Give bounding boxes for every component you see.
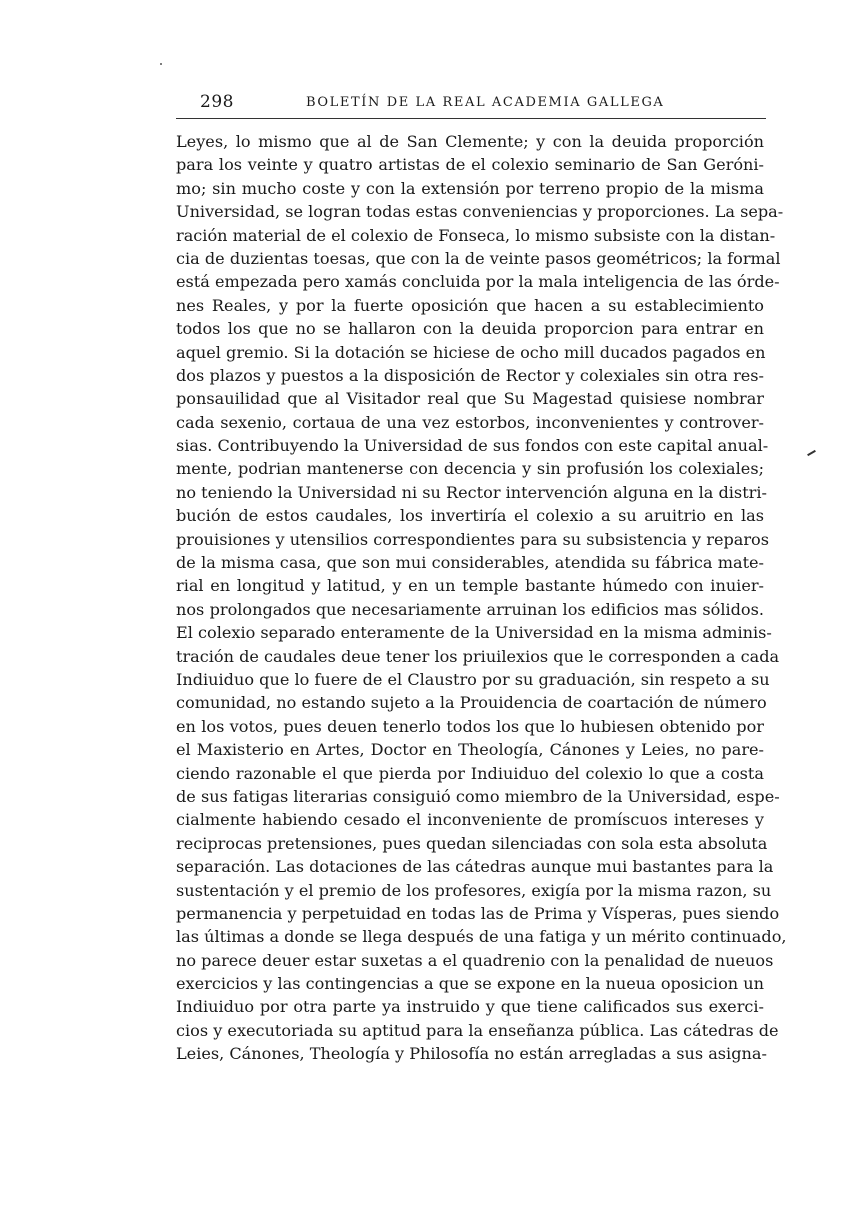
- text-line: sustentación y el premio de los profesores, exigía por la misma razon, su: [176, 880, 772, 900]
- text-line: nos prolongados que necesariamente arruinan los edificios mas sólidos.: [176, 599, 764, 619]
- text-line: permanencia y perpetuidad en todas las de Prima y Vísperas, pues siendo: [176, 903, 780, 923]
- text-line: mente, podrian mantenerse con decencia y sin profusión los colexiales;: [176, 459, 764, 479]
- text-line: mo; sin mucho coste y con la extensión por terreno propio de la misma: [176, 178, 764, 198]
- body-text: [176, 130, 787, 1066]
- text-line: Indiuiduo por otra parte ya instruido y que tiene calificados sus exerci-: [176, 997, 764, 1017]
- text-line: El colexio separado enteramente de la Universidad en la misma adminis-: [176, 623, 772, 643]
- text-line: no teniendo la Universidad ni su Rector intervención alguna en la distri-: [176, 482, 767, 502]
- text-line: tración de caudales deue tener los priuilexios que le corresponden a cada: [176, 646, 780, 666]
- text-line: de la misma casa, que son mui considerables, atendida su fábrica mate-: [176, 553, 764, 573]
- text-line: aquel gremio. Si la dotación se hiciese de ocho mill ducados pagados en: [176, 342, 766, 362]
- text-line: cios y executoriada su aptitud para la enseñanza pública. Las cátedras de: [176, 1020, 779, 1040]
- text-line: ración material de el colexio de Fonseca, lo mismo subsiste con la distan-: [176, 225, 776, 245]
- text-line: ciendo razonable el que pierda por Indiuiduo del colexio lo que a costa: [176, 763, 764, 783]
- text-line: bución de estos caudales, los invertiría el colexio a su aruitrio en las: [176, 506, 764, 526]
- text-line: exercicios y las contingencias a que se expone en la nueua oposicion un: [176, 974, 764, 994]
- text-line: en los votos, pues deuen tenerlo todos los que lo hubiesen obtenido por: [176, 716, 764, 736]
- text-line: el Maxisterio en Artes, Doctor en Theología, Cánones y Leies, no pare-: [176, 740, 764, 760]
- text-line: está empezada pero xamás concluida por la mala inteligencia de las órde-: [176, 272, 780, 292]
- margin-mark: [807, 450, 816, 456]
- text-line: Leyes, lo mismo que al de San Clemente; y con la deuida proporción: [176, 132, 764, 151]
- text-line: no parece deuer estar suxetas a el quadrenio con la penalidad de nueuos: [176, 950, 774, 970]
- text-line: comunidad, no estando sujeto a la Prouidencia de coartación de número: [176, 693, 767, 713]
- text-line: dos plazos y puestos a la disposición de Rector y colexiales sin otra res-: [176, 365, 764, 385]
- page-number: 298: [200, 92, 234, 112]
- text-line: prouisiones y utensilios correspondientes para su subsistencia y reparos: [176, 529, 770, 549]
- text-line: separación. Las dotaciones de las cátedras aunque mui bastantes para la: [176, 857, 774, 877]
- text-line: para los veinte y quatro artistas de el colexio seminario de San Geróni-: [176, 155, 764, 175]
- running-header: [176, 92, 766, 119]
- text-line: Indiuiduo que lo fuere de el Claustro por su graduación, sin respeto a su: [176, 669, 770, 689]
- text-line: cada sexenio, cortaua de una vez estorbos, inconvenientes y controver-: [176, 412, 764, 432]
- stray-dot: [160, 63, 162, 65]
- text-line: reciprocas pretensiones, pues quedan silenciadas con sola esta absoluta: [176, 833, 768, 853]
- text-line: cia de duzientas toesas, que con la de veinte pasos geométricos; la formal: [176, 248, 781, 268]
- text-line: nes Reales, y por la fuerte oposición que hacen a su establecimiento: [176, 295, 764, 315]
- text-line: de sus fatigas literarias consiguió como miembro de la Universidad, espe-: [176, 786, 780, 806]
- text-line: rial en longitud y latitud, y en un temple bastante húmedo con inuier-: [176, 576, 764, 596]
- text-line: Universidad, se logran todas estas conveniencias y proporciones. La sepa-: [176, 202, 784, 222]
- text-line: todos los que no se hallaron con la deuida proporcion para entrar en: [176, 319, 764, 339]
- text-line: sias. Contribuyendo la Universidad de sus fondos con este capital anual-: [176, 436, 769, 456]
- text-line: Leies, Cánones, Theología y Philosofía no están arregladas a sus asigna-: [176, 1044, 767, 1064]
- text-line: ponsauilidad que al Visitador real que Su Magestad quisiese nombrar: [176, 389, 764, 409]
- text-line: cialmente habiendo cesado el inconveniente de promíscuos intereses y: [176, 810, 764, 830]
- text-line: las últimas a donde se llega después de una fatiga y un mérito continuado,: [176, 927, 787, 947]
- journal-title: BOLETÍN DE LA REAL ACADEMIA GALLEGA: [306, 95, 665, 110]
